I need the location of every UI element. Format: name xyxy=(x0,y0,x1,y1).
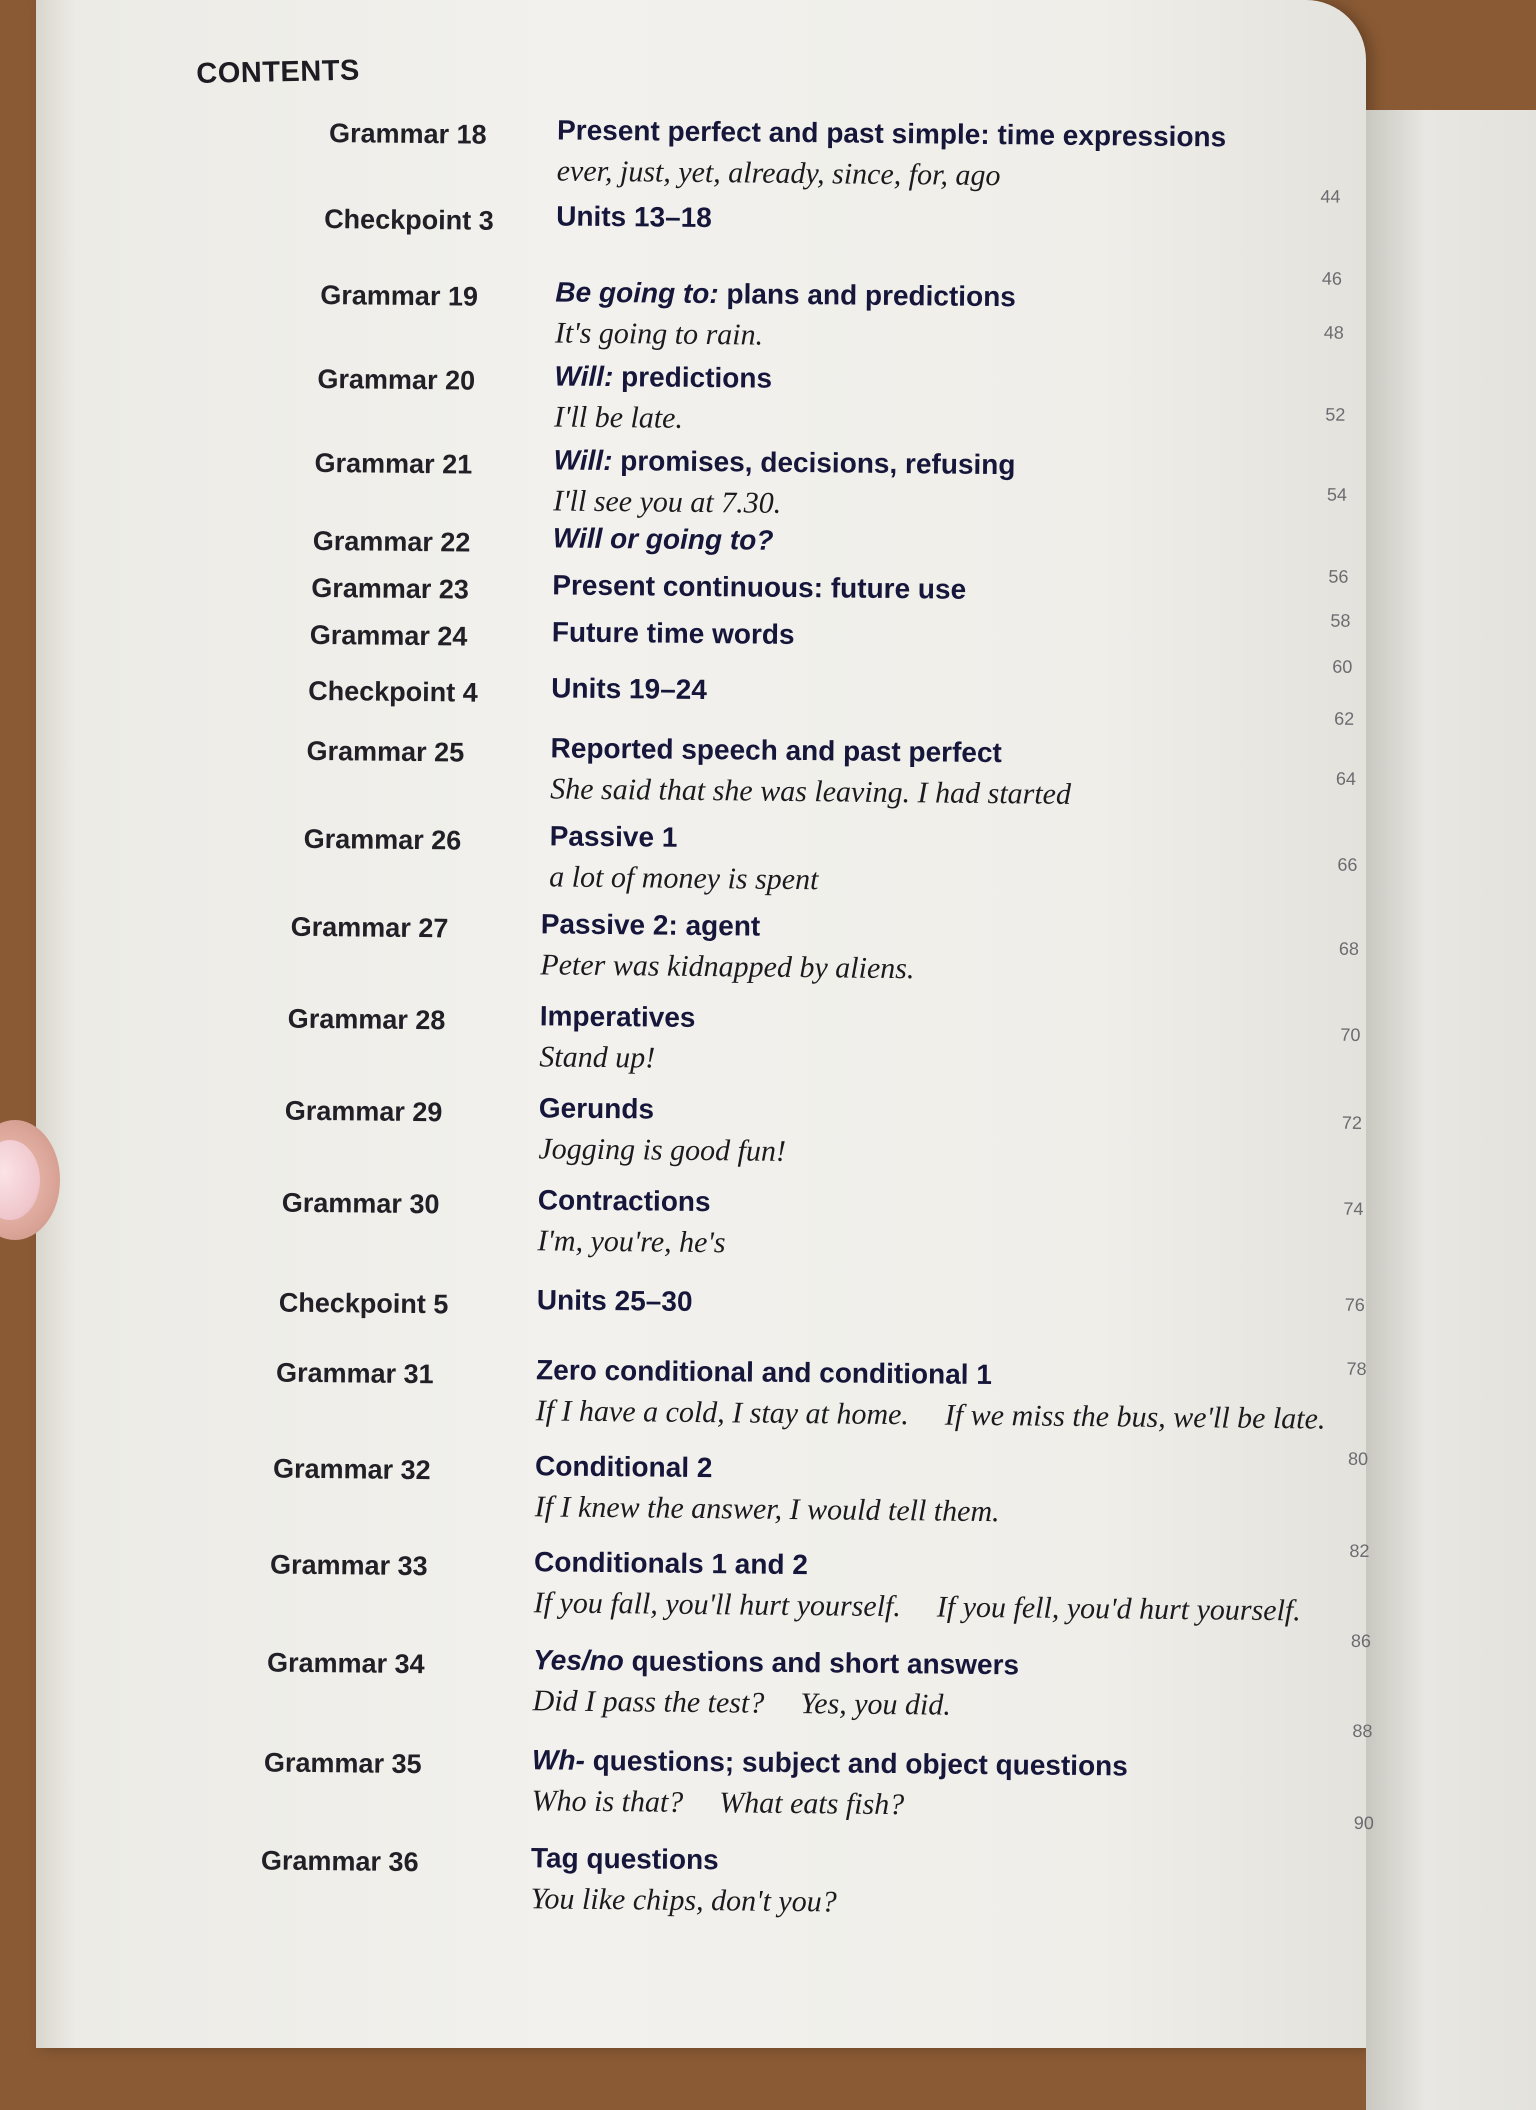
unit-title xyxy=(539,1092,654,1125)
example-text: You like chips, don't you? xyxy=(530,1882,837,1919)
unit-title xyxy=(537,1284,693,1318)
page-number: 70 xyxy=(1340,1024,1361,1045)
unit-title-italic: Yes/no xyxy=(532,1644,625,1677)
unit-title xyxy=(550,732,1002,769)
unit-title-text: Contractions xyxy=(537,1184,711,1218)
page-number: 52 xyxy=(1325,404,1346,425)
unit-label: Grammar 30 xyxy=(281,1187,440,1220)
unit-title xyxy=(550,820,678,853)
example-text: Stand up! xyxy=(539,1040,656,1075)
example-sentence xyxy=(555,316,763,352)
unit-label: Grammar 26 xyxy=(303,823,462,856)
page-number: 44 xyxy=(1320,186,1341,207)
contents-heading: CONTENTS xyxy=(196,54,361,90)
page-number: 64 xyxy=(1335,768,1357,789)
unit-title-text: Gerunds xyxy=(538,1092,655,1125)
unit-title xyxy=(540,1000,696,1034)
unit-title xyxy=(553,522,774,556)
toc-entry xyxy=(0,1743,1528,1822)
unit-title xyxy=(534,1546,808,1581)
unit-title xyxy=(541,908,761,942)
example-sentence xyxy=(533,1586,1300,1628)
unit-label: Grammar 25 xyxy=(306,735,465,768)
unit-label: Checkpoint 3 xyxy=(324,204,494,236)
example-sentence xyxy=(549,860,818,897)
unit-title-text: Conditional 2 xyxy=(534,1450,713,1484)
unit-title-text: promises, decisions, refusing xyxy=(620,445,1016,481)
toc-entry xyxy=(0,1841,1527,1919)
unit-title xyxy=(533,1644,1019,1681)
unit-title-text: Units 25–30 xyxy=(536,1284,693,1317)
page-number: 90 xyxy=(1353,1812,1374,1834)
unit-title-text: Units 19–24 xyxy=(551,672,708,706)
unit-title-text: predictions xyxy=(620,361,773,394)
unit-title-text: Tag questions xyxy=(530,1842,719,1876)
page-number: 68 xyxy=(1338,938,1360,959)
page-number: 46 xyxy=(1321,268,1343,289)
example-text: Yes, you did. xyxy=(800,1687,952,1722)
example-sentence xyxy=(554,400,683,435)
example-text: If I knew the answer, I would tell them. xyxy=(534,1490,1000,1529)
unit-label: Grammar 24 xyxy=(309,619,468,652)
unit-title-text: Imperatives xyxy=(539,1000,696,1033)
example-text: I'll be late. xyxy=(553,400,684,435)
unit-title-italic: Will: xyxy=(553,444,613,477)
unit-label: Grammar 36 xyxy=(260,1845,419,1878)
unit-title-text: Future time words xyxy=(551,616,795,650)
unit-label: Grammar 35 xyxy=(263,1747,422,1780)
page-number: 72 xyxy=(1341,1112,1363,1133)
toc-entry xyxy=(4,615,1536,652)
unit-title-text: Passive 2: agent xyxy=(540,908,761,942)
example-text: Who is that? xyxy=(531,1784,684,1819)
unit-title-text: Units 13–18 xyxy=(556,200,712,234)
example-sentence xyxy=(540,948,914,986)
unit-title-text: Present perfect and past simple: time expressions xyxy=(556,114,1227,153)
unit-label: Grammar 28 xyxy=(287,1003,446,1036)
unit-title xyxy=(552,616,795,651)
page-number: 88 xyxy=(1352,1720,1373,1742)
toc-entry xyxy=(5,521,1536,558)
unit-title xyxy=(553,444,1015,481)
unit-title xyxy=(557,114,1226,153)
unit-title xyxy=(531,1842,719,1876)
toc-entry xyxy=(0,1449,1531,1529)
example-sentence xyxy=(538,1132,786,1169)
example-text: a lot of money is spent xyxy=(549,860,819,897)
example-text: I'll see you at 7.30. xyxy=(553,484,782,520)
example-sentence xyxy=(537,1224,725,1260)
example-text: She said that she was leaving. I had started xyxy=(550,772,1072,811)
unit-label: Grammar 22 xyxy=(312,525,471,558)
page-number: 78 xyxy=(1346,1358,1367,1380)
unit-title-text: Conditionals 1 and 2 xyxy=(533,1546,809,1581)
unit-label: Grammar 18 xyxy=(328,118,487,150)
unit-label: Grammar 21 xyxy=(314,447,473,480)
toc-entry xyxy=(0,1545,1530,1628)
unit-title-text: questions and short answers xyxy=(631,1645,1020,1681)
unit-label: Grammar 31 xyxy=(275,1357,434,1390)
toc-entry xyxy=(8,199,1536,236)
example-sentence xyxy=(535,1490,1000,1529)
toc-entry xyxy=(0,1353,1532,1436)
example-text: If you fell, you'd hurt yourself. xyxy=(936,1590,1301,1628)
unit-title-italic: Wh- xyxy=(531,1744,586,1776)
page-number: 60 xyxy=(1332,656,1353,677)
page-number: 48 xyxy=(1323,322,1344,343)
unit-title xyxy=(532,1744,1128,1782)
example-sentence xyxy=(556,154,1000,193)
page-number: 66 xyxy=(1337,854,1358,875)
unit-title-text: Present continuous: future use xyxy=(552,569,967,605)
unit-label: Grammar 19 xyxy=(320,279,479,312)
unit-label: Checkpoint 4 xyxy=(308,675,478,708)
unit-label: Grammar 29 xyxy=(284,1095,443,1128)
example-text: If I have a cold, I stay at home. xyxy=(535,1394,910,1432)
unit-title-text: questions; subject and object questions xyxy=(592,1744,1128,1782)
toc-entry xyxy=(4,568,1536,605)
unit-title-italic: Be going to: xyxy=(555,276,719,310)
example-sentence xyxy=(553,484,781,520)
unit-title xyxy=(554,360,772,394)
example-sentence xyxy=(536,1394,1326,1436)
example-text: Jogging is good fun! xyxy=(538,1132,787,1168)
example-sentence xyxy=(532,1684,951,1722)
example-text: It's going to rain. xyxy=(554,316,764,352)
unit-title xyxy=(536,1354,992,1391)
unit-title xyxy=(555,276,1016,313)
unit-title xyxy=(556,200,712,234)
toc-entry xyxy=(9,113,1536,193)
unit-title-italic: Will: xyxy=(554,360,614,393)
unit-title xyxy=(551,672,707,706)
unit-title-italic: Will or going to? xyxy=(552,522,774,556)
example-text: If you fall, you'll hurt yourself. xyxy=(533,1586,902,1624)
unit-title-text: Reported speech and past perfect xyxy=(550,732,1003,769)
unit-title xyxy=(535,1450,713,1484)
page-number: 54 xyxy=(1326,484,1348,505)
unit-title xyxy=(552,569,966,605)
unit-title-text: plans and predictions xyxy=(726,278,1017,313)
page-number: 86 xyxy=(1350,1630,1372,1652)
toc-entry xyxy=(3,671,1536,708)
example-text: ever, just, yet, already, since, for, ago xyxy=(556,154,1001,193)
unit-title-text: Zero conditional and conditional 1 xyxy=(535,1354,993,1391)
example-text: I'm, you're, he's xyxy=(537,1224,726,1260)
example-sentence xyxy=(550,772,1071,811)
page-number: 80 xyxy=(1347,1448,1369,1470)
unit-label: Grammar 23 xyxy=(311,572,470,605)
unit-title-text: Passive 1 xyxy=(549,820,678,853)
example-text: Peter was kidnapped by aliens. xyxy=(540,948,915,986)
page-number: 58 xyxy=(1330,610,1351,631)
example-sentence xyxy=(539,1040,655,1075)
unit-title xyxy=(538,1184,711,1218)
page-number: 62 xyxy=(1334,708,1355,729)
page-number: 56 xyxy=(1328,566,1349,587)
unit-label: Grammar 27 xyxy=(290,911,449,944)
example-text: What eats fish? xyxy=(719,1786,905,1822)
example-sentence xyxy=(530,1882,836,1919)
page-number: 76 xyxy=(1344,1294,1365,1315)
example-sentence xyxy=(531,1784,904,1822)
unit-label: Checkpoint 5 xyxy=(278,1287,449,1320)
unit-label: Grammar 20 xyxy=(317,363,476,396)
page-number: 74 xyxy=(1343,1198,1364,1219)
toc-entry xyxy=(0,1643,1529,1722)
unit-label: Grammar 34 xyxy=(266,1647,425,1680)
unit-label: Grammar 32 xyxy=(272,1453,431,1486)
unit-label: Grammar 33 xyxy=(269,1549,428,1582)
example-text: Did I pass the test? xyxy=(532,1684,765,1720)
example-text: If we miss the bus, we'll be late. xyxy=(944,1398,1326,1436)
page-number: 82 xyxy=(1349,1540,1370,1562)
